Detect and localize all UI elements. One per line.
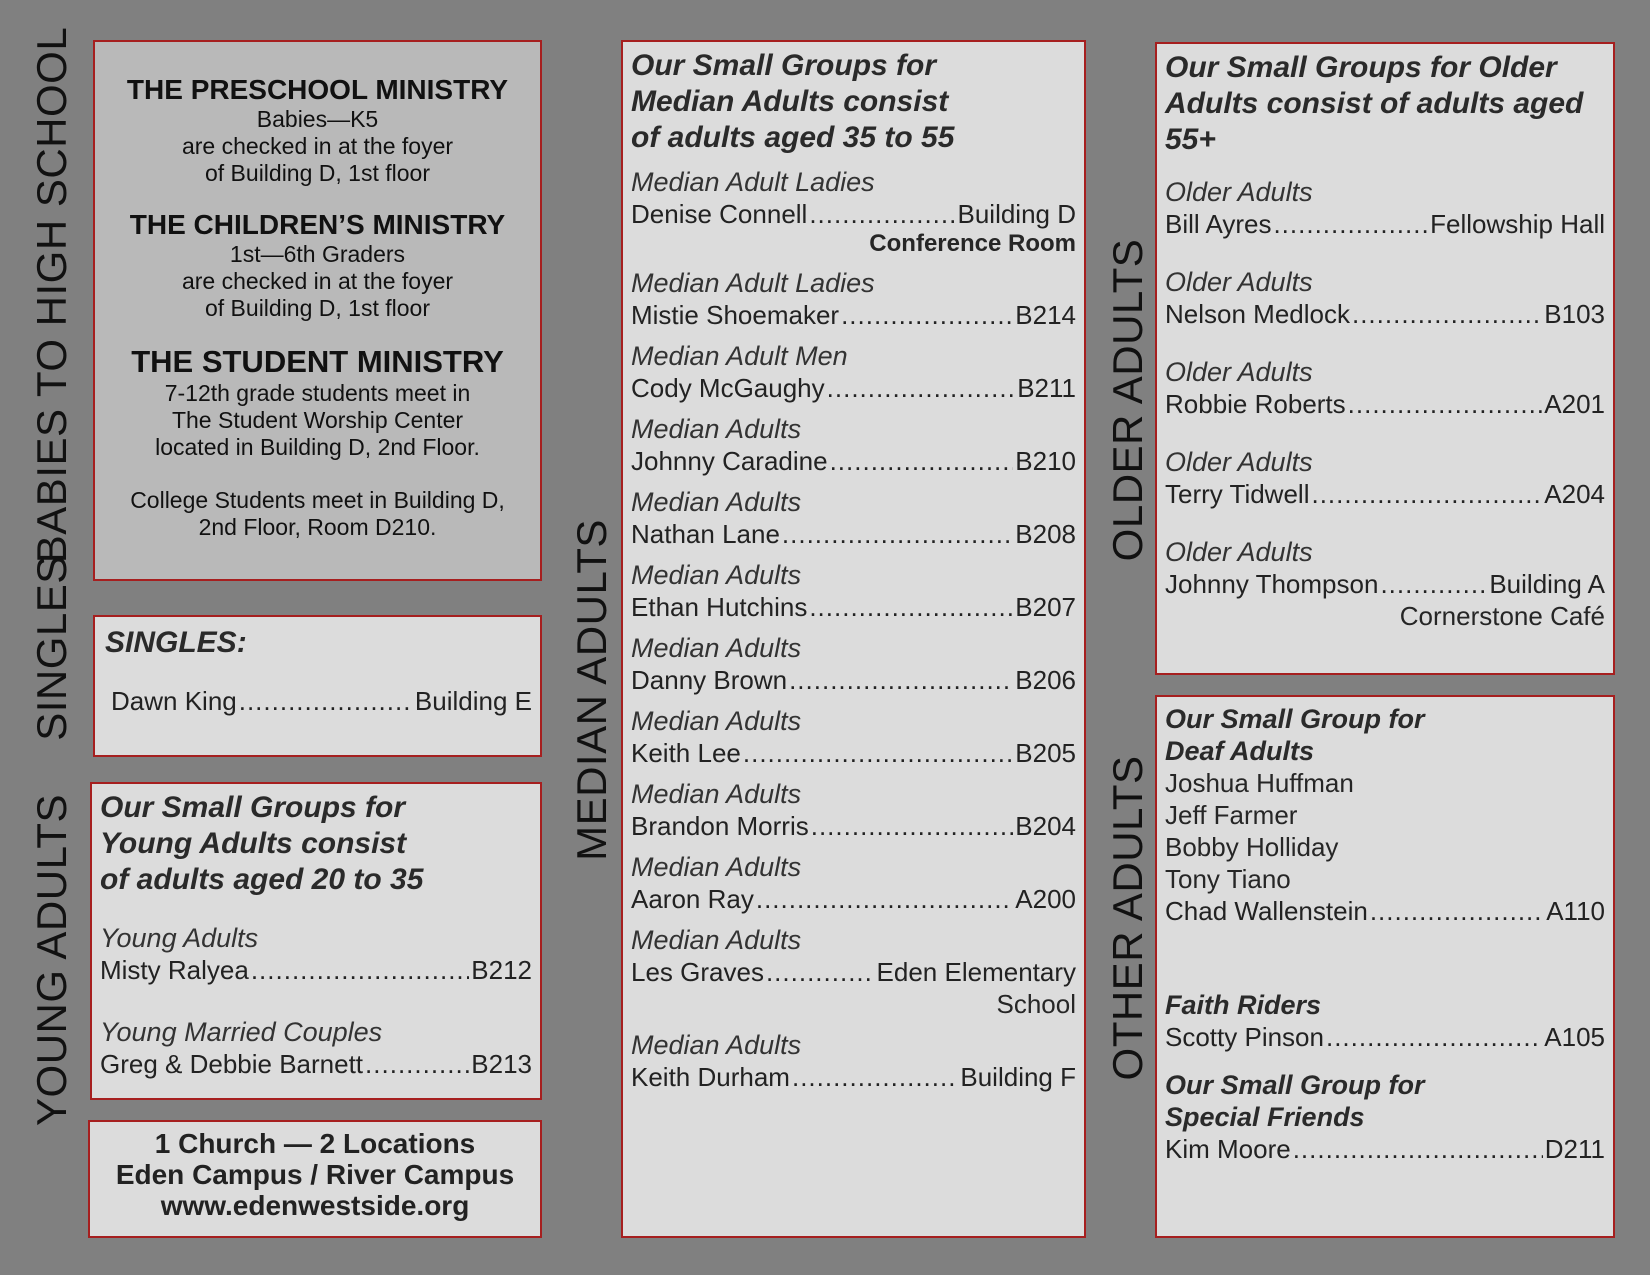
leader-name: Terry Tidwell [1165,479,1310,509]
dot-leader [1370,895,1544,927]
older-group-list [1165,176,1605,632]
list-item [1165,208,1605,240]
leader-name: Robbie Roberts [1165,389,1346,419]
list-item [1165,298,1605,330]
room: B208 [1015,519,1076,549]
group-category: Median Adults [631,925,802,955]
group-category: Median Adults [631,1030,802,1060]
dot-leader [756,883,1013,915]
room: B210 [1015,446,1076,476]
dot-leader [766,956,875,988]
young-adults-box [90,782,542,1100]
dot-leader [1311,478,1542,510]
deaf-member: Bobby Holliday [1165,832,1339,862]
leader-name: Scotty Pinson [1165,1022,1324,1052]
dot-leader [792,1061,958,1093]
room: Building F [960,1062,1076,1092]
footer-website: www.edenwestside.org [160,1190,470,1221]
dot-leader [1380,568,1487,600]
leader-name: Johnny Thompson [1165,569,1379,599]
deaf-member: Jeff Farmer [1165,800,1298,830]
room: A200 [1015,884,1076,914]
group-entry [631,413,1076,477]
group-entry [631,851,1076,915]
label-other-adults: OTHER ADULTS [1104,755,1151,1081]
room-detail: Cornerstone Café [1399,601,1605,631]
list-item [1165,568,1605,600]
group-entry [631,705,1076,769]
dot-leader [1293,1133,1543,1165]
special-heading: Our Small Group for [1165,1070,1425,1100]
room: B212 [471,955,532,985]
list-item [631,1061,1076,1093]
footer-line: Eden Campus / River Campus [115,1159,515,1190]
deaf-heading: Our Small Group for [1165,704,1425,734]
label-singles: SINGLES [28,555,75,741]
room: Building E [414,686,532,716]
group-entry [631,340,1076,404]
leader-name: Brandon Morris [631,811,809,841]
deaf-member: Tony Tiano [1165,864,1291,894]
dot-leader [1326,1021,1542,1053]
leader-name: Keith Lee [631,738,741,768]
faith-riders-heading: Faith Riders [1165,990,1322,1020]
group-category: Older Adults [1165,177,1313,207]
leader-name: Les Graves [631,957,764,987]
room: B211 [1017,373,1076,403]
list-item [631,518,1076,550]
room: B214 [1015,300,1076,330]
median-heading: Median Adults consist [631,85,949,118]
list-item [631,810,1076,842]
room: Eden Elementary [876,957,1076,987]
group-entry [631,486,1076,550]
dot-leader [365,1048,469,1080]
group-entry [631,166,1076,258]
dot-leader [809,591,1013,623]
label-older-adults: OLDER ADULTS [1104,238,1151,562]
list-item [1165,1133,1605,1165]
other-adults-box [1155,695,1615,1238]
group-category: Median Adult Ladies [631,167,875,197]
room: B206 [1015,665,1076,695]
room: B207 [1015,592,1076,622]
leader-name: Danny Brown [631,665,788,695]
singles-title: SINGLES: [105,626,247,659]
preschool-line: are checked in at the foyer [181,133,454,159]
student-title: THE STUDENT MINISTRY [131,344,504,379]
leader-name: Denise Connell [631,199,808,229]
label-babies-to-high-school: BABIES TO HIGH SCHOOL [28,26,75,564]
group-category: Older Adults [1165,357,1313,387]
list-item [631,591,1076,623]
leader-name: Ethan Hutchins [631,592,808,622]
room: Building A [1489,569,1605,599]
list-item [631,664,1076,696]
leader-name: Cody McGaughy [631,373,825,403]
dot-leader [789,664,1013,696]
list-item [100,1048,532,1080]
older-heading: Our Small Groups for Older [1165,51,1557,84]
room: A105 [1544,1022,1605,1052]
list-item [631,299,1076,331]
dot-leader [841,299,1013,331]
older-adults-box [1155,42,1615,675]
leader-name: Mistie Shoemaker [631,300,840,330]
older-heading: Adults consist of adults aged [1165,87,1584,120]
leader-name: Dawn King [111,686,237,716]
student-line: located in Building D, 2nd Floor. [155,434,480,460]
room: B205 [1015,738,1076,768]
preschool-title: THE PRESCHOOL MINISTRY [126,74,509,105]
list-item [1165,1021,1605,1053]
children-line: are checked in at the foyer [181,268,454,294]
group-category: Median Adults [631,633,802,663]
group-entry [1165,266,1605,330]
median-group-list [631,166,1076,1093]
leader-name: Johnny Caradine [631,446,828,476]
room: B103 [1544,299,1605,329]
children-line: 1st—6th Graders [229,241,406,267]
leader-name: Nelson Medlock [1165,299,1350,329]
deaf-heading: Deaf Adults [1165,736,1315,766]
dot-leader [809,198,955,230]
list-item [631,445,1076,477]
dot-leader [743,737,1013,769]
leader-name: Bill Ayres [1165,209,1272,239]
room-detail: School [996,989,1076,1019]
group-category: Young Married Couples [100,1017,383,1047]
leader-name: Kim Moore [1165,1134,1291,1164]
dot-leader [239,685,413,717]
dot-leader [827,372,1016,404]
group-category: Median Adults [631,706,802,736]
leader-name: Aaron Ray [631,884,754,914]
list-item [631,372,1076,404]
room: B213 [471,1049,532,1079]
dot-leader [1348,388,1543,420]
group-category: Older Adults [1165,267,1313,297]
singles-box [93,615,542,757]
group-category: Median Adults [631,852,802,882]
children-title: THE CHILDREN’S MINISTRY [129,209,506,240]
group-category: Older Adults [1165,537,1313,567]
group-entry [1165,356,1605,420]
group-entry [1165,446,1605,510]
young-heading: Our Small Groups for [100,791,406,824]
leader-name: Misty Ralyea [100,955,249,985]
group-category: Median Adults [631,560,802,590]
room-detail: Conference Room [869,230,1076,257]
label-young-adults: YOUNG ADULTS [28,794,75,1126]
leader-name: Nathan Lane [631,519,780,549]
young-heading: of adults aged 20 to 35 [100,863,424,896]
list-item [100,954,532,986]
group-category: Older Adults [1165,447,1313,477]
deaf-member: Joshua Huffman [1165,768,1354,798]
group-entry [631,778,1076,842]
student-line: 2nd Floor, Room D210. [198,514,437,540]
young-heading: Young Adults consist [100,827,407,860]
footer-box [88,1120,542,1238]
group-category: Median Adults [631,487,802,517]
dot-leader [782,518,1013,550]
student-line: 7-12th grade students meet in [164,380,471,406]
dot-leader [251,954,469,986]
group-category: Median Adult Ladies [631,268,875,298]
children-line: of Building D, 1st floor [204,295,430,321]
room: B204 [1015,811,1076,841]
label-median-adults: MEDIAN ADULTS [568,519,615,861]
group-entry [631,267,1076,331]
group-category: Young Adults [100,923,259,953]
group-entry [1165,536,1605,632]
list-item [1165,388,1605,420]
student-line: The Student Worship Center [171,407,464,433]
special-heading: Special Friends [1165,1102,1365,1132]
room: A204 [1544,479,1605,509]
list-item [631,956,1076,988]
room: A110 [1546,896,1605,926]
list-item [631,883,1076,915]
dot-leader [1273,208,1428,240]
median-adults-box [621,40,1086,1238]
list-item [631,737,1076,769]
group-entry [631,1029,1076,1093]
group-entry [1165,176,1605,240]
ministries-box [93,40,542,581]
student-line: College Students meet in Building D, [130,487,505,513]
preschool-line: Babies—K5 [256,106,379,132]
dot-leader [830,445,1014,477]
preschool-line: of Building D, 1st floor [204,160,430,186]
leader-name: Chad Wallenstein [1165,896,1368,926]
older-heading: 55+ [1165,123,1216,156]
dot-leader [811,810,1014,842]
footer-line: 1 Church — 2 Locations [154,1128,476,1159]
list-item [1165,895,1605,927]
group-category: Median Adult Men [631,341,848,371]
list-item [631,198,1076,230]
leader-name: Greg & Debbie Barnett [100,1049,364,1079]
list-item [1165,478,1605,510]
median-heading: Our Small Groups for [631,49,937,82]
group-entry [631,559,1076,623]
leader-name: Keith Durham [631,1062,790,1092]
group-category: Median Adults [631,414,802,444]
list-item [105,685,532,717]
group-entry [631,924,1076,1020]
dot-leader [1352,298,1542,330]
group-category: Median Adults [631,779,802,809]
room: A201 [1544,389,1605,419]
room: Fellowship Hall [1430,209,1605,239]
median-heading: of adults aged 35 to 55 [631,121,955,154]
group-entry [631,632,1076,696]
room: D211 [1544,1134,1605,1164]
room: Building D [957,199,1076,229]
